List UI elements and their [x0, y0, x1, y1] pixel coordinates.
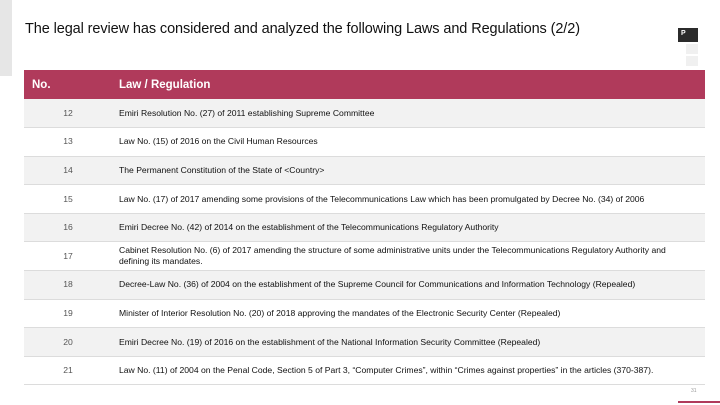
- row-law-text: Minister of Interior Resolution No. (20) of 2018 approving the mandates of the Electronic Security Center (Repealed): [119, 307, 561, 318]
- row-number: 13: [63, 136, 73, 147]
- row-law-text: Emiri Decree No. (42) of 2014 on the establishment of the Telecommunications Regulatory Authority: [119, 222, 499, 233]
- table-row: [24, 242, 705, 271]
- row-number: 18: [63, 279, 73, 290]
- header-law-regulation: Law / Regulation: [119, 78, 211, 91]
- row-number: 17: [63, 250, 73, 261]
- table-row: [24, 99, 705, 128]
- row-number: 16: [63, 222, 73, 233]
- row-number: 12: [63, 107, 73, 118]
- row-number: 14: [63, 164, 73, 175]
- row-law-text: Law No. (11) of 2004 on the Penal Code, Section 5 of Part 3, “Computer Crimes”, within “Crimes against properties” in the articles (370-387).: [119, 365, 654, 376]
- row-number: 19: [63, 307, 73, 318]
- header-no: No.: [32, 78, 51, 91]
- row-number: 20: [63, 336, 73, 347]
- table-row: [24, 213, 705, 242]
- table-row: [24, 328, 705, 357]
- company-logo: [678, 28, 700, 76]
- table-row: [24, 128, 705, 157]
- row-law-text: Emiri Resolution No. (27) of 2011 establishing Supreme Committee: [119, 107, 375, 118]
- slide-title: The legal review has considered and analyzed the following Laws and Regulations (2/2): [25, 21, 580, 37]
- table-row: [24, 356, 705, 385]
- logo-mark: P: [678, 28, 698, 42]
- row-law-text: Decree-Law No. (36) of 2004 on the establishment of the Supreme Council for Communications and Information Technology (Repealed): [119, 279, 636, 290]
- row-number: 21: [63, 365, 73, 376]
- table-row: [24, 271, 705, 300]
- row-law-text: Law No. (17) of 2017 amending some provisions of the Telecommunications Law which has been promulgated by Decree No. (34) of 2006: [119, 193, 645, 204]
- page-number: 31: [691, 388, 697, 394]
- table-row: [24, 185, 705, 214]
- row-number: 15: [63, 193, 73, 204]
- row-law-text: Emiri Decree No. (19) of 2016 on the establishment of the National Information Security Committee (Repealed): [119, 336, 541, 347]
- row-law-text: The Permanent Constitution of the State of <Country>: [119, 164, 325, 175]
- row-law-text: Cabinet Resolution No. (6) of 2017 amending the structure of some administrative units under the Telecommunications Regulatory Authority and defining its mandates.: [119, 245, 666, 267]
- corner-accent-line: [678, 401, 720, 403]
- table-row: [24, 156, 705, 185]
- laws-regulations-table: [24, 70, 705, 385]
- row-law-text: Law No. (15) of 2016 on the Civil Human Resources: [119, 136, 318, 147]
- table-row: [24, 299, 705, 328]
- table-header-row: [24, 70, 705, 99]
- left-edge-tab: [0, 0, 12, 76]
